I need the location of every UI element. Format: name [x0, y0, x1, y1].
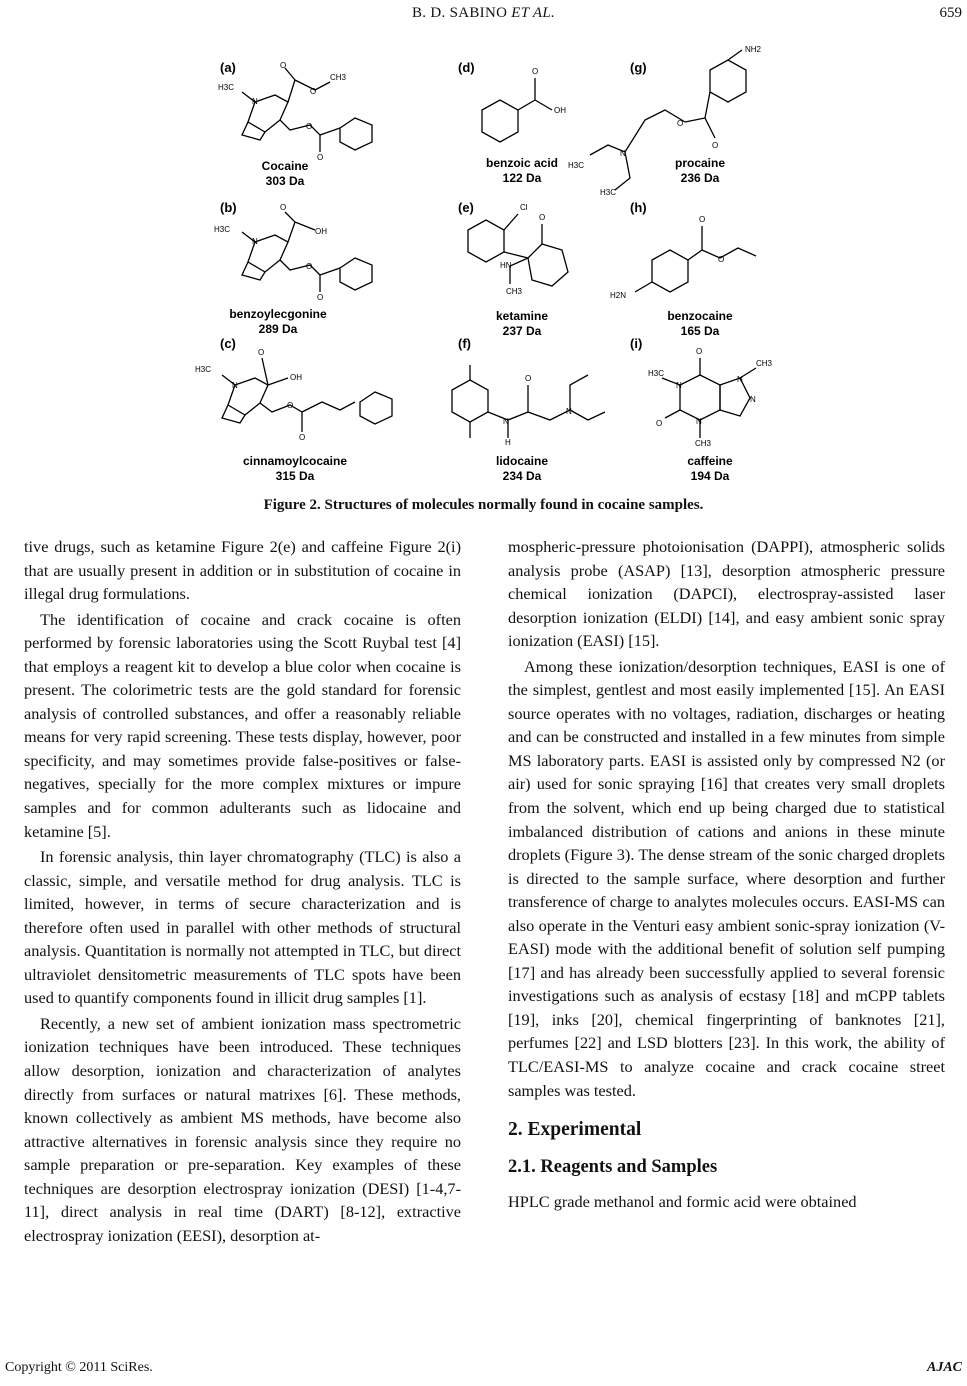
svg-text:H3C: H3C — [218, 83, 235, 92]
svg-text:CH3: CH3 — [330, 73, 347, 82]
molecule-mass: 234 Da — [502, 469, 542, 483]
page-header — [0, 2, 967, 26]
svg-text:Cl: Cl — [520, 203, 528, 212]
svg-text:NH2: NH2 — [745, 45, 762, 54]
svg-text:O: O — [718, 255, 725, 264]
molecule-name: cinnamoylcocaine — [242, 454, 348, 468]
molecule-mass: 315 Da — [275, 469, 315, 483]
page-number: 659 — [939, 5, 962, 21]
svg-text:O: O — [532, 67, 539, 76]
figure-structures — [190, 40, 790, 490]
svg-text:CH3: CH3 — [695, 439, 712, 448]
svg-text:H3C: H3C — [195, 365, 212, 374]
molecule-mass: 165 Da — [680, 324, 720, 338]
molecule-name: procaine — [674, 156, 726, 170]
molecule-name: lidocaine — [495, 454, 549, 468]
molecule-name: Cocaine — [261, 159, 309, 173]
panel-label: (f) — [458, 336, 471, 351]
svg-text:O: O — [280, 203, 287, 212]
right-column — [508, 535, 945, 1216]
svg-text:O: O — [306, 262, 313, 271]
svg-text:O: O — [656, 419, 663, 428]
svg-text:O: O — [525, 374, 532, 383]
paragraph: In forensic analysis, thin layer chromatography (TLC) is also a classic, simple, and versatile method for drug analysis. TLC is limited, however, in terms of secure characterization and is therefore often used in parallel with other methods of structural analysis. Quantitation is normally not attempted in TLC, but direct ultraviolet densitometric measurements of TLC spots have been used to quantify components found in illicit drug samples [1]. — [24, 847, 461, 1008]
svg-text:O: O — [317, 153, 324, 162]
molecule-mass: 236 Da — [680, 171, 720, 185]
molecule-name: ketamine — [495, 309, 549, 323]
structure-benzoic-acid — [482, 67, 566, 142]
svg-text:N: N — [503, 417, 509, 426]
structure-cinnamoylcocaine — [195, 348, 392, 442]
panel-label: (b) — [220, 200, 237, 215]
svg-text:N: N — [232, 381, 238, 390]
panel-label: (d) — [458, 60, 475, 75]
svg-text:O: O — [280, 61, 287, 70]
svg-text:O: O — [677, 119, 684, 128]
svg-text:N: N — [620, 149, 626, 158]
svg-text:OH: OH — [290, 373, 302, 382]
svg-text:CH3: CH3 — [756, 359, 773, 368]
copyright: Copyright © 2011 SciRes. — [5, 1360, 153, 1375]
molecule-name: benzoic acid — [485, 156, 559, 170]
figure-caption: Figure 2. Structures of molecules normally found in cocaine samples. — [263, 497, 704, 513]
molecule-name: benzoylecgonine — [229, 307, 327, 321]
left-column — [24, 535, 461, 1249]
svg-text:H3C: H3C — [568, 161, 585, 170]
journal-abbrev: AJAC — [926, 1360, 962, 1375]
paragraph: HPLC grade methanol and formic acid were obtained — [508, 1192, 857, 1212]
svg-text:H3C: H3C — [214, 225, 231, 234]
svg-text:H2N: H2N — [610, 291, 627, 300]
structure-ketamine — [468, 203, 568, 296]
molecule-mass: 289 Da — [258, 322, 298, 336]
molecule-mass: 303 Da — [265, 174, 305, 188]
svg-text:H3C: H3C — [648, 369, 665, 378]
panel-label: (i) — [630, 336, 643, 351]
panel-label: (h) — [630, 200, 647, 215]
svg-text:O: O — [317, 293, 324, 302]
svg-text:O: O — [539, 213, 546, 222]
paragraph: Recently, a new set of ambient ionization mass spectrometric ionization techniques have been introduced. These techniques allow desorption, ionization and characterization of analytes directly from surfaces or natural matrixes [6]. These methods, known collectively as ambient MS methods, have become also attractive alternatives in forensic analysis since they require no sample preparation or pre-separation. Key examples of these techniques are desorption electrospray ionization (DESI) [1-4,7-11], direct analysis in real time (DART) [8-12], extractive electrospray ionization (EESI), desorption at- — [24, 1013, 461, 1245]
svg-text:HN: HN — [500, 261, 512, 270]
molecule-name: benzocaine — [667, 309, 733, 323]
svg-text:O: O — [299, 433, 306, 442]
structure-caffeine — [648, 347, 773, 448]
subsection-heading: 2.1. Reagents and Samples — [508, 1157, 718, 1178]
panel-label: (a) — [220, 60, 236, 75]
running-title: B. D. SABINO ET AL. — [411, 5, 556, 21]
svg-text:N: N — [696, 417, 702, 426]
svg-text:O: O — [310, 87, 317, 96]
paragraph: tive drugs, such as ketamine Figure 2(e) and caffeine Figure 2(i) that are usually present in addition or in substitution of cocaine in illegal drug formulations. — [24, 537, 461, 604]
molecule-mass: 237 Da — [502, 324, 542, 338]
panel-label: (g) — [630, 60, 647, 75]
molecule-mass: 122 Da — [502, 171, 542, 185]
svg-text:H: H — [505, 438, 511, 447]
svg-text:O: O — [712, 141, 719, 150]
panel-label: (e) — [458, 200, 474, 215]
svg-text:N: N — [737, 375, 743, 384]
svg-text:O: O — [699, 215, 706, 224]
paragraph: Among these ionization/desorption techniques, EASI is one of the simplest, gentlest and most easily implemented [15]. An EASI source operates with no voltages, radiation, discharges or heating and can be constructed and installed in a few minutes from simple MS laboratory parts. EASI is assisted only by compressed N2 (or air) used for sonic spraying [16] that creates very small droplets from the solvent, which end up being charged due to statistical imbalanced distribution of cations and anions in these minute droplets (Figure 3). The dense stream of the sonic charged droplets is directed to the sample surface, where desorption and further transference of charge to analytes molecules occurs. EASI-MS can also operate in the Venturi easy ambient sonic-spray ionization (V-EASI) mode with the additional benefit of solution self pumping [17] and has already been successfully applied to several forensic investigations such as analysis of ecstasy [18] and mCPP tablets [19], inks [20], chemical fingerprinting of banknotes [21], perfumes [22] and LSD blotters [23]. In this work, the ability of TLC/EASI-MS to analyze cocaine and crack cocaine street samples was tested. — [508, 656, 945, 1100]
svg-text:N: N — [252, 237, 258, 246]
structure-cocaine — [218, 61, 372, 162]
svg-text:N: N — [566, 407, 572, 416]
svg-text:OH: OH — [315, 227, 327, 236]
svg-text:N: N — [252, 97, 258, 106]
panel-label: (c) — [220, 336, 236, 351]
molecule-name: caffeine — [687, 454, 733, 468]
paragraph: The identification of cocaine and crack cocaine is often performed by forensic laboratories using the Scott Ruybal test [4] that employs a reagent kit to develop a blue color when cocaine is present. The colorimetric tests are the gold standard for forensic analysis of controlled substances, and offer a reasonably reliable means for very rapid screening. These tests display, however, poor specificity, and may sometimes provide false-positives or false-negatives, specially for the more complex mixtures or impure samples and for common adulterants such as lidocaine and ketamine [5]. — [24, 609, 461, 841]
section-heading: 2. Experimental — [508, 1119, 642, 1141]
svg-text:O: O — [287, 401, 294, 410]
svg-text:O: O — [258, 348, 265, 357]
svg-text:CH3: CH3 — [506, 287, 523, 296]
structure-benzoylecgonine — [214, 203, 372, 302]
paragraph: mospheric-pressure photoionisation (DAPPI), atmospheric solids analysis probe (ASAP) [13], desorption atmospheric pressure chemical ionization (DAPCI), electrospray-assisted laser desorption ionization (ELDI) [14], and easy ambient sonic spray ionization (EASI) [15]. — [508, 537, 945, 651]
molecule-mass: 194 Da — [690, 469, 730, 483]
structure-procaine — [568, 45, 762, 197]
svg-text:N: N — [750, 395, 756, 404]
svg-text:OH: OH — [554, 106, 566, 115]
structure-lidocaine — [452, 365, 605, 447]
svg-text:N: N — [676, 381, 682, 390]
svg-text:O: O — [696, 347, 703, 356]
svg-text:H3C: H3C — [600, 188, 617, 197]
svg-text:O: O — [306, 122, 313, 131]
structure-benzocaine — [610, 215, 756, 300]
